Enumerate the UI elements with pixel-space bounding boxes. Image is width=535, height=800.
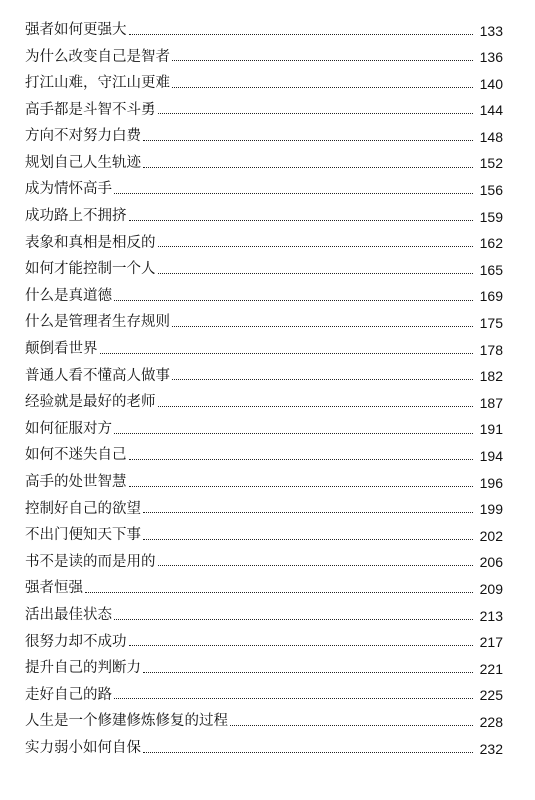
toc-entry-page-number: 165 [479,261,503,278]
toc-entry[interactable] [25,331,503,358]
toc-entry[interactable] [25,92,503,119]
dot-leader [129,34,474,35]
dot-leader [158,406,474,407]
toc-entry-title: 成为情怀高手 [25,181,112,198]
toc-entry-title: 控制好自己的欲望 [25,500,141,517]
dot-leader [172,326,473,327]
toc-entry-title: 高手的处世智慧 [25,474,127,491]
toc-entry[interactable] [25,411,503,438]
toc-entry-page-number: 159 [479,208,503,225]
toc-entry-page-number: 144 [479,102,503,119]
toc-entry-title: 强者恒强 [25,580,83,597]
dot-leader [172,379,473,380]
toc-entry[interactable] [25,358,503,385]
dot-leader [230,725,473,726]
toc-entry[interactable] [25,65,503,92]
toc-entry-title: 高手都是斗智不斗勇 [25,101,156,118]
table-of-contents [25,12,503,757]
dot-leader [158,565,474,566]
toc-entry-title: 活出最佳状态 [25,606,112,623]
toc-entry-page-number: 133 [479,22,503,39]
toc-entry-page-number: 148 [479,128,503,145]
toc-entry[interactable] [25,251,503,278]
dot-leader [158,246,474,247]
toc-entry[interactable] [25,624,503,651]
toc-entry-title: 为什么改变自己是智者 [25,48,170,65]
toc-entry-title: 规划自己人生轨迹 [25,154,141,171]
toc-entry[interactable] [25,39,503,66]
toc-entry[interactable] [25,198,503,225]
dot-leader [129,486,474,487]
toc-entry-title: 不出门便知天下事 [25,527,141,544]
toc-entry-title: 经验就是最好的老师 [25,394,156,411]
toc-entry-title: 人生是一个修建修炼修复的过程 [25,713,228,730]
toc-entry-page-number: 178 [479,341,503,358]
toc-entry[interactable] [25,172,503,199]
toc-entry[interactable] [25,730,503,757]
dot-leader [143,512,473,513]
toc-entry-page-number: 169 [479,288,503,305]
toc-entry-page-number: 182 [479,368,503,385]
toc-entry[interactable] [25,464,503,491]
toc-entry-title: 强者如何更强大 [25,21,127,38]
toc-entry-title: 什么是真道德 [25,287,112,304]
toc-entry[interactable] [25,12,503,39]
dot-leader [143,752,473,753]
toc-entry-page-number: 162 [479,235,503,252]
toc-entry-page-number: 156 [479,182,503,199]
toc-entry[interactable] [25,517,503,544]
toc-entry-page-number: 152 [479,155,503,172]
toc-entry[interactable] [25,384,503,411]
toc-entry[interactable] [25,145,503,172]
toc-entry-page-number: 232 [479,740,503,757]
toc-entry-title: 如何不迷失自己 [25,447,127,464]
toc-entry-title: 普通人看不懂高人做事 [25,367,170,384]
dot-leader [129,645,474,646]
toc-entry-title: 成功路上不拥挤 [25,208,127,225]
toc-entry-title: 方向不对努力白费 [25,128,141,145]
dot-leader [114,698,473,699]
dot-leader [172,60,473,61]
toc-entry[interactable] [25,491,503,518]
toc-entry[interactable] [25,703,503,730]
dot-leader [114,619,473,620]
dot-leader [114,193,473,194]
toc-entry-title: 很努力却不成功 [25,633,127,650]
toc-entry-page-number: 136 [479,49,503,66]
toc-entry[interactable] [25,650,503,677]
toc-entry-title: 提升自己的判断力 [25,660,141,677]
dot-leader [158,113,474,114]
dot-leader [114,300,473,301]
toc-entry-title: 实力弱小如何自保 [25,739,141,756]
toc-entry-title: 书不是读的而是用的 [25,553,156,570]
toc-entry-page-number: 221 [479,660,503,677]
toc-entry-page-number: 194 [479,448,503,464]
toc-entry-title: 走好自己的路 [25,686,112,703]
toc-entry-title: 什么是管理者生存规则 [25,314,170,331]
toc-entry-page-number: 209 [479,580,503,597]
toc-entry-page-number: 187 [479,394,503,411]
toc-entry[interactable] [25,677,503,704]
toc-entry[interactable] [25,225,503,252]
toc-entry-page-number: 213 [479,607,503,624]
dot-leader [143,672,473,673]
toc-entry-page-number: 206 [479,554,503,571]
toc-entry[interactable] [25,118,503,145]
dot-leader [129,459,474,460]
toc-entry-title: 如何征服对方 [25,420,112,437]
toc-entry-page-number: 191 [479,421,503,438]
toc-entry-page-number: 225 [479,687,503,704]
toc-entry[interactable] [25,544,503,571]
dot-leader [143,539,473,540]
dot-leader [129,220,474,221]
toc-entry-page-number: 199 [479,501,503,518]
dot-leader [143,167,473,168]
toc-entry-page-number: 175 [479,315,503,332]
dot-leader [114,433,473,434]
toc-entry-title: 表象和真相是相反的 [25,234,156,251]
toc-entry-page-number: 140 [479,75,503,92]
toc-entry[interactable] [25,278,503,305]
toc-entry[interactable] [25,305,503,332]
dot-leader [143,140,473,141]
toc-entry-page-number: 228 [479,713,503,730]
toc-entry-title: 打江山难，守江山更难 [25,75,170,92]
toc-entry-page-number: 196 [479,474,503,491]
dot-leader [172,87,473,88]
toc-entry-title: 如何才能控制一个人 [25,261,156,278]
toc-entry[interactable] [25,438,503,465]
toc-entry-page-number: 202 [479,527,503,544]
toc-entry-title: 颠倒看世界 [25,341,98,358]
toc-entry[interactable] [25,570,503,597]
toc-entry[interactable] [25,597,503,624]
dot-leader [158,273,474,274]
toc-entry-page-number: 217 [479,634,503,651]
dot-leader [100,353,474,354]
dot-leader [85,592,473,593]
